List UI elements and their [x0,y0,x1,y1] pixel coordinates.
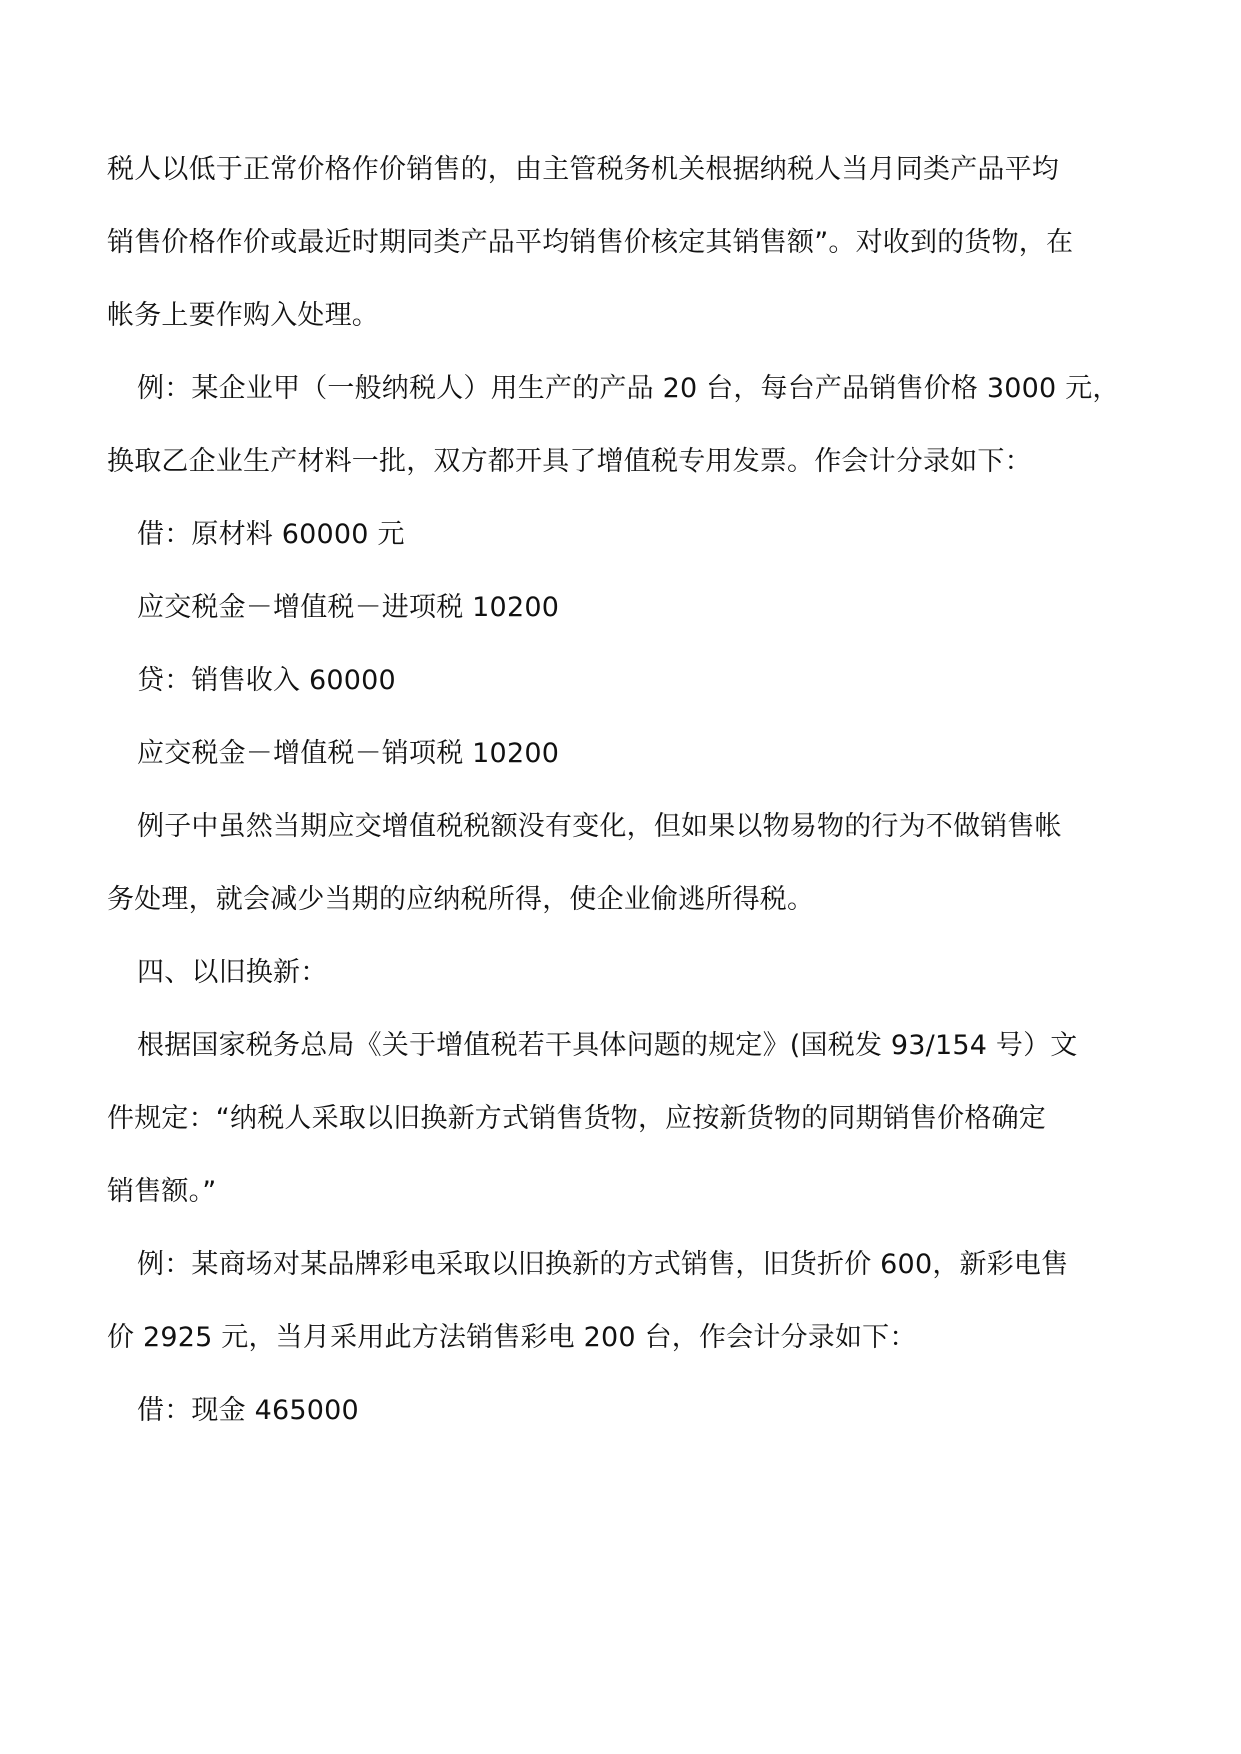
paragraph-line: 销售额。” [107,1176,217,1207]
example-line: 例：某企业甲（一般纳税人）用生产的产品 20 台，每台产品销售价格 3000 元， [137,373,1120,404]
paragraph-line: 帐务上要作购入处理。 [107,300,379,331]
paragraph-line: 务处理，就会减少当期的应纳税所得，使企业偷逃所得税。 [107,884,815,915]
paragraph-line: 根据国家税务总局《关于增值税若干具体问题的规定》(国税发 93/154 号）文 [137,1030,1078,1061]
journal-entry: 借：原材料 60000 元 [137,519,405,550]
paragraph-line: 例子中虽然当期应交增值税税额没有变化，但如果以物易物的行为不做销售帐 [137,811,1062,842]
example-line: 换取乙企业生产材料一批，双方都开具了增值税专用发票。作会计分录如下： [107,446,1032,477]
journal-entry: 应交税金－增值税－销项税 10200 [137,738,560,769]
paragraph-line: 销售价格作价或最近时期同类产品平均销售价核定其销售额”。对收到的货物，在 [107,227,1074,258]
paragraph-line: 税人以低于正常价格作价销售的，由主管税务机关根据纳税人当月同类产品平均 [107,154,1059,185]
paragraph-line: 件规定：“纳税人采取以旧换新方式销售货物，应按新货物的同期销售价格确定 [107,1103,1046,1134]
section-heading: 四、以旧换新： [137,957,328,988]
example-line: 例：某商场对某品牌彩电采取以旧换新的方式销售，旧货折价 600，新彩电售 [137,1249,1069,1280]
journal-entry: 借：现金 465000 [137,1395,359,1426]
example-line: 价 2925 元，当月采用此方法销售彩电 200 台，作会计分录如下： [107,1322,917,1353]
journal-entry: 应交税金－增值税－进项税 10200 [137,592,560,623]
journal-entry: 贷：销售收入 60000 [137,665,396,696]
